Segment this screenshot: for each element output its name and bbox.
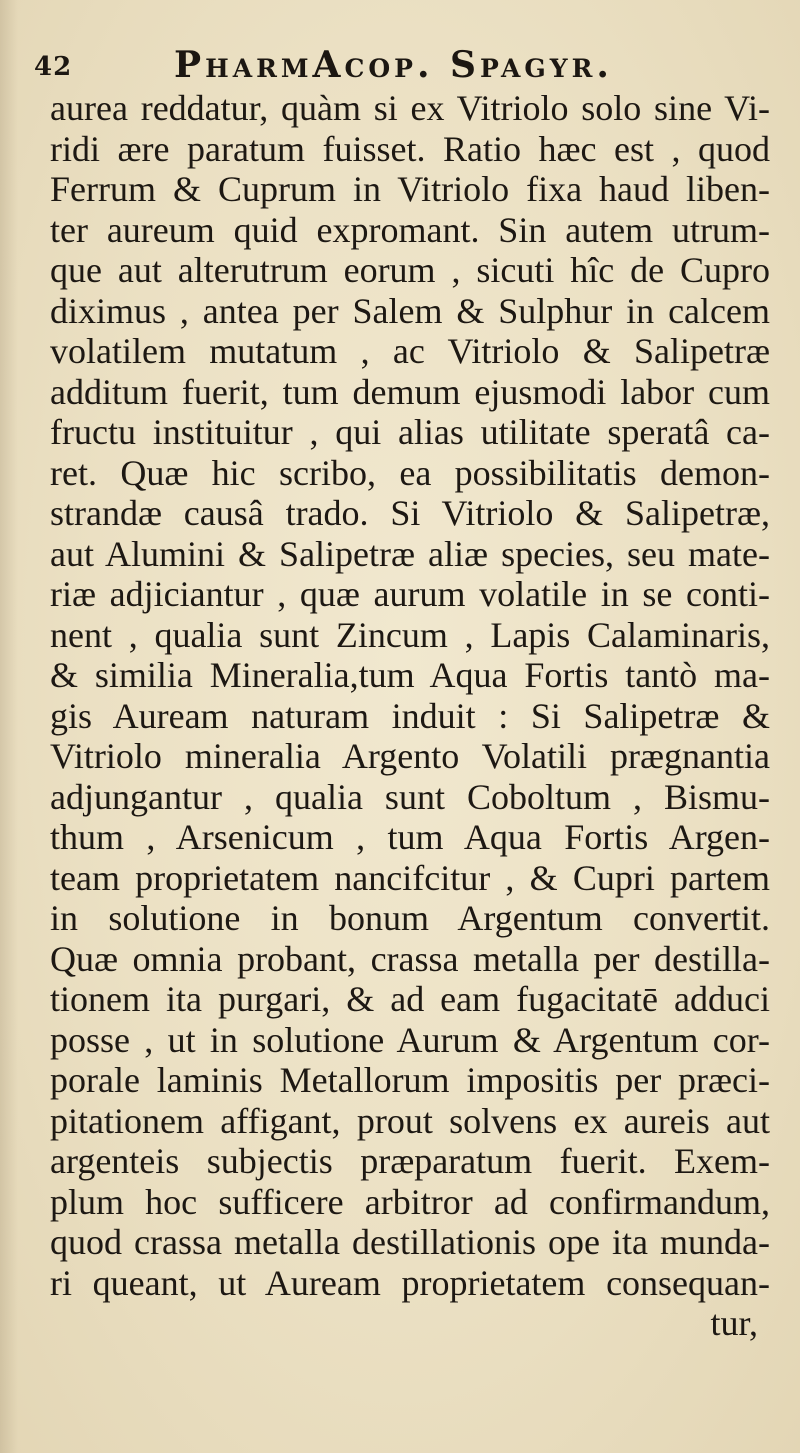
text-line: fructu instituitur , qui alias utilitate speratâ ca-	[50, 412, 770, 452]
catchword: tur,	[710, 1303, 758, 1343]
text-line: strandæ causâ trado. Si Vitriolo & Salipetræ,	[50, 493, 770, 533]
text-line: thum , Arsenicum , tum Aqua Fortis Argen-	[50, 817, 770, 857]
text-line: posse , ut in solutione Aurum & Argentum cor-	[50, 1019, 770, 1060]
text-line: quod crassa metalla destillationis ope ita munda-	[50, 1222, 770, 1262]
text-line: in solutione in bonum Argentum convertit.	[50, 898, 770, 938]
text-line: ridi ære paratum fuisset. Ratio hæc est , quod	[50, 128, 770, 169]
text-line: volatilem mutatum , ac Vitriolo & Salipetræ	[50, 331, 770, 371]
text-line: & similia Mineralia,tum Aqua Fortis tantò ma-	[50, 655, 770, 695]
text-line: ter aureum quid expromant. Sin autem utrum-	[50, 209, 770, 250]
page-header	[34, 44, 774, 94]
text-line: nent , qualia sunt Zincum , Lapis Calaminaris,	[50, 614, 770, 655]
text-line: aurea reddatur, quàm si ex Vitriolo solo sine Vi-	[50, 88, 770, 128]
text-line: Vitriolo mineralia Argento Volatili prægnantia	[50, 736, 770, 776]
text-line: que aut alterutrum eorum , sicuti hîc de Cupro	[50, 250, 770, 290]
text-line: additum fuerit, tum demum ejusmodi labor cum	[50, 371, 770, 412]
text-line: team proprietatem nancifcitur , & Cupri partem	[50, 857, 770, 898]
text-line: tionem ita purgari, & ad eam fugacitatē adduci	[50, 979, 770, 1019]
text-line: Quæ omnia probant, crassa metalla per destilla-	[50, 938, 770, 979]
text-line: porale laminis Metallorum impositis per præci-	[50, 1060, 770, 1100]
text-line: gis Auream naturam induit : Si Salipetræ &	[50, 695, 770, 736]
gutter-shadow	[0, 0, 18, 1453]
text-line: argenteis subjectis præparatum fuerit. Exem-	[50, 1141, 770, 1181]
text-line: aut Alumini & Salipetræ aliæ species, seu mate-	[50, 533, 770, 574]
running-head: PharmAcop. Spagyr.	[174, 44, 613, 86]
body-text	[50, 88, 770, 1344]
text-line: diximus , antea per Salem & Sulphur in calcem	[50, 290, 770, 331]
text-line: adjungantur , qualia sunt Coboltum , Bismu-	[50, 776, 770, 817]
text-line: Ferrum & Cuprum in Vitriolo fixa haud liben-	[50, 169, 770, 209]
text-line: ret. Quæ hic scribo, ea possibilitatis demon-	[50, 452, 770, 493]
text-line: ri queant, ut Auream proprietatem consequan-	[50, 1262, 770, 1303]
text-line: plum hoc sufficere arbitror ad confirmandum,	[50, 1181, 770, 1222]
text-line: pitationem affigant, prout solvens ex aureis aut	[50, 1100, 770, 1141]
page-number: 42	[34, 52, 73, 82]
text-line: riæ adjiciantur , quæ aurum volatile in se conti-	[50, 574, 770, 614]
